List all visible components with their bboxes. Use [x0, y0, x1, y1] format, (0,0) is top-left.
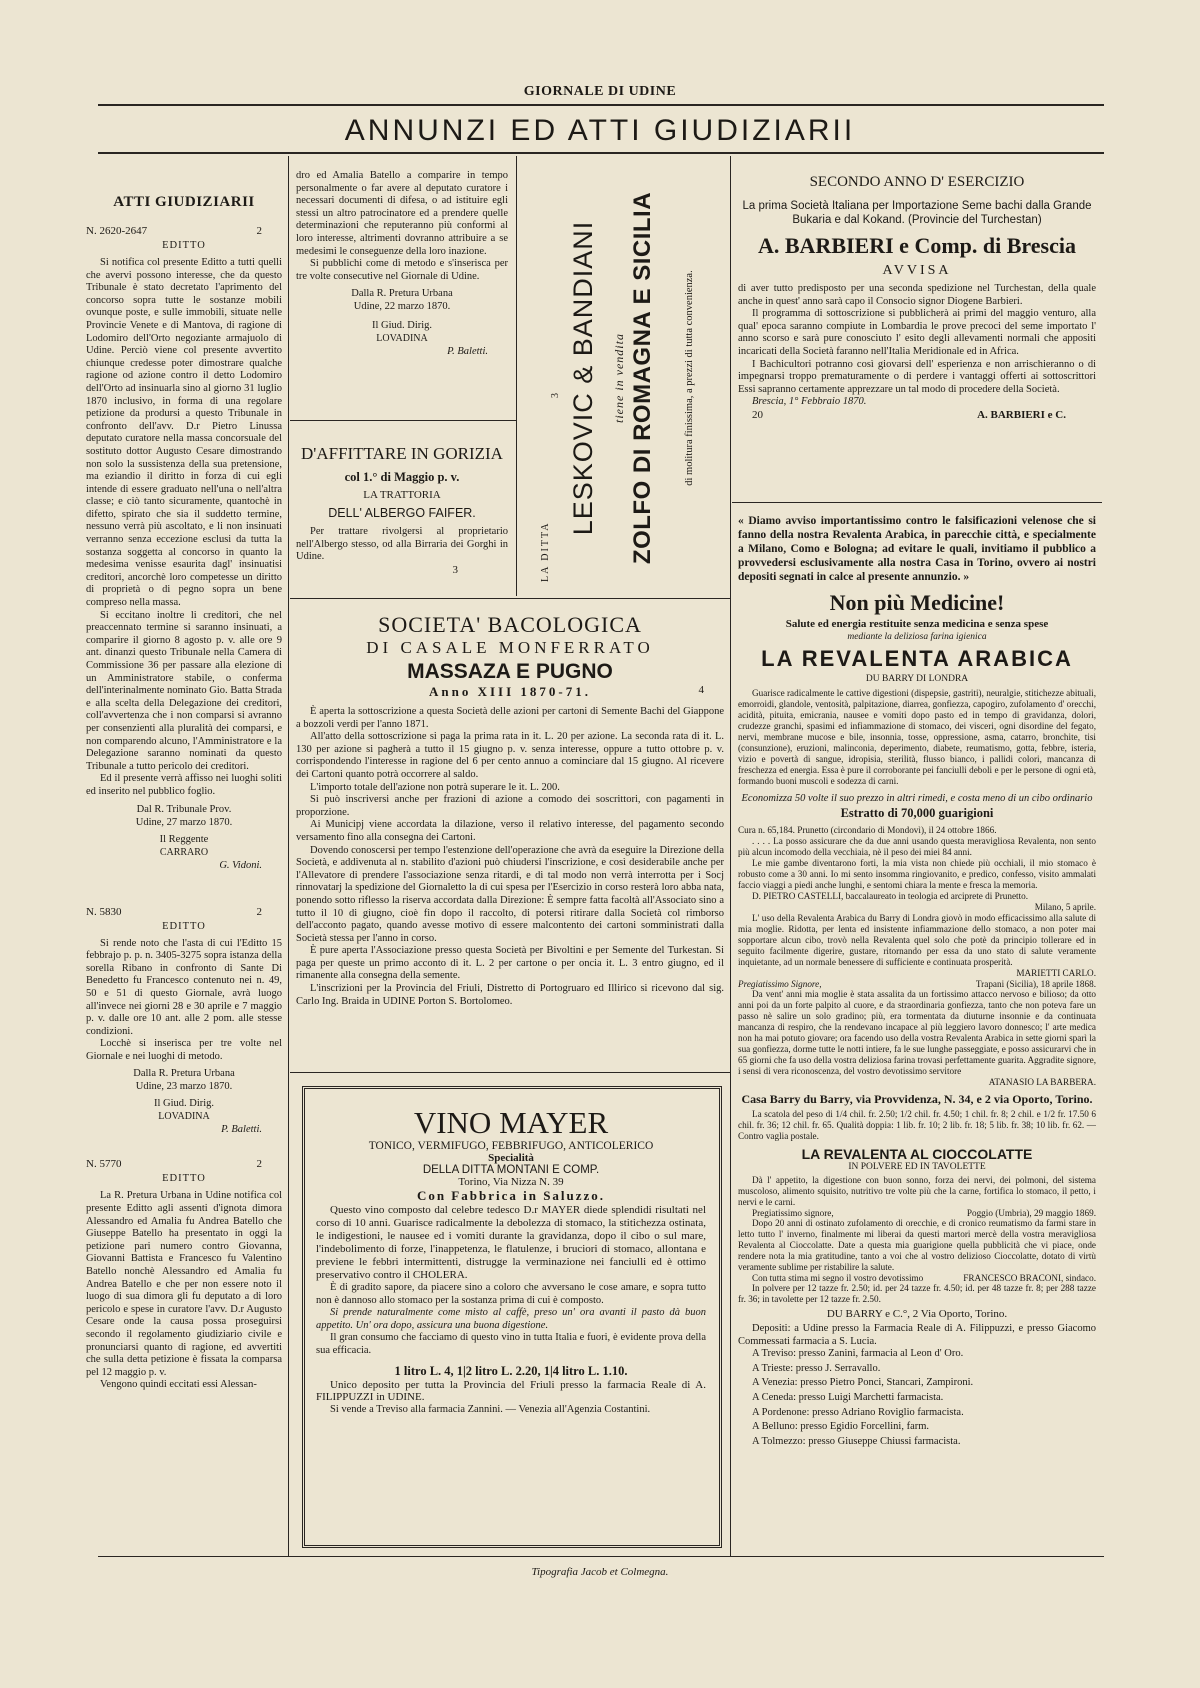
affitto-ad	[296, 444, 508, 594]
bacologica-year: Anno XIII 1870-71.	[429, 684, 591, 699]
affitto-subtitle: col 1.° di Maggio p. v.	[344, 470, 460, 484]
insertion-mark: 4	[698, 684, 704, 696]
vino-subtitle: TONICO, VERMIFUGO, FEBBRIFUGO, ANTICOLERICO	[368, 1140, 654, 1152]
insertion-mark: 3	[452, 563, 458, 576]
editto-label: EDITTO	[162, 1173, 206, 1185]
bacologica-text: L'importo totale dell'azione non potrà superare le it. L. 200.	[310, 781, 560, 793]
revalenta-prices: La scatola del peso di 1/4 chil. fr. 2.50; 1/2 chil. fr. 4.50; 1 chil. fr. 8; 2 chil. e 1/2 fr. 17.50 6 chil. fr. 36; 12 chil. fr. 65. Qualità doppia: 1 lib. fr. 10; 2 lib. fr. 18; 5 lib. fr. 38; 10 lib. fr. 62. — Contro vaglia postale.	[738, 1109, 1096, 1141]
barbieri-name: A. BARBIERI e Comp. di Brescia	[757, 233, 1076, 258]
insertion-mark: 2	[256, 905, 262, 918]
deposito-item: A Pordenone: presso Adriano Roviglio farmacista.	[752, 1406, 964, 1418]
sig-clerk: G. Vidoni.	[219, 859, 262, 871]
vino-deposito: Unico deposito per tutta la Provincia del Friuli presso la farmacia Reale di A. FILIPPUZZI in UDINE.	[316, 1378, 706, 1404]
bacologica-ad	[296, 612, 724, 1068]
revalenta-headline: Non più Medicine!	[829, 590, 1005, 615]
cura-signature: D. PIETRO CASTELLI, baccalaureato in teologia ed arciprete di Prunetto.	[752, 891, 1029, 901]
sig-place: Dal R. Tribunale Prov.	[136, 803, 232, 815]
cura-text: Le mie gambe diventarono forti, la mia vista non chiede più occhiali, il mio stomaco è robusto come a 30 anni. Io mi sento insomma ringiovanito, e predico, confesso, visito ammalati faccio viaggi a piedi anche lunghi, e sentomi chiara la mente e fresca la memoria.	[738, 858, 1096, 890]
tiene-label: tiene in vendita	[612, 333, 626, 423]
affitto-title: D'AFFITTARE IN GORIZIA	[301, 444, 503, 463]
section-rule	[732, 502, 1102, 503]
deposito-item: A Trieste: presso J. Serravallo.	[752, 1362, 881, 1374]
sig-clerk: P. Baletti.	[447, 346, 488, 358]
bacologica-text: All'atto della sottoscrizione si paga la prima rata in it. L. 20 per azione. La seconda rata di it. L. 130 per azione si pagherà a tutto il 15 giugno p. v. senza interesse, oppure a tutto ottobre p. v. corrispondendo l'interesse in ragione del 6 per cento annuo a cominciare dal 15 giugno. Al ricevere dei Cartoni quanto potrà occorrere al saldo.	[296, 731, 724, 780]
section-rule	[290, 420, 516, 421]
editto-label: EDITTO	[162, 920, 206, 932]
cura-heading: Cura n. 65,184. Prunetto (circondario di Mondovì), il 24 ottobre 1866.	[738, 825, 997, 835]
column-rule	[288, 156, 289, 1556]
notice-text: Si pubblichi come di metodo e s'inserisca per tre volte consecutive nel Giornale di Udine.	[296, 258, 508, 282]
notice-text: Ed il presente verrà affisso nei luoghi soliti ed inserito nel pubblico foglio.	[86, 773, 282, 797]
vino-text: Il gran consumo che facciamo di questo vino in tutta Italia e fuori, è evidente prova della sua efficacia.	[316, 1332, 706, 1356]
vino-fabbrica: Con Fabbrica in Saluzzo.	[416, 1188, 606, 1203]
cura-signature: FRANCESCO BRACONI, sindaco.	[963, 1273, 1096, 1283]
sig-date: Udine, 27 marzo 1870.	[135, 816, 233, 828]
barbieri-text: Il programma di sottoscrizione si pubblicherà ai primi del maggio venturo, alla qual' epoca saranno compiute in Lombardia le prove precoci del seme importato l' anno scorso e sarà pure conosciuto l' esito degli allevamenti normali che appositi incaricati della Società faranno nell'Italia Meridionale ed in Africa.	[738, 308, 1096, 357]
notice-text: Si notifica col presente Editto a tutti quelli che avervi possono interesse, che da questo Tribunale è stato decretato l'aprimento del concorso sopra tutte le sostanze mobili ovunque poste, e sulle immobili, situate nelle Provincie Venete e di Mantova, di ragione di Lodomiro dell'Orto negoziante armajuolo di Udine. Perciò viene col presente avvertito chiunque credesse poter dimostrare qualche ragione od azione contro il detto Lodomiro dell'Orto ad insinuarla sino al giorno 31 luglio 1870 inclusivo, in forma di una regolare petizione da prodursi a questo Tribunale in confronto dell'avv. D.r Pietro Linussa deputato curatore nella massa concorsuale del sostituto dottor Augusto Cesare dimostrando non solo la sussistenza della sua pretensione, ma eziandio il diritto in forza di cui egli intende di essere graduato nell'una o nell'altra classe; e ciò tanto sicuramente, quantochè in difetto, spirato che sia il suddetto termine, nessuno verrà più ascoltato, e li non insinuati verranno senza eccezione esclusi da tutta la sostanza soggetta al concorso in quanto la medesima venisse esaurita dagl' insinuatisi creditori, ancorchè loro competesse un diritto di proprietà o di pegno sopra un bene compreso nella massa.	[86, 257, 282, 609]
depositi-text: Depositi: a Udine presso la Farmacia Reale di A. Filippuzzi, e presso Giacomo Commessati farmacia a S. Lucia.	[738, 1323, 1096, 1347]
cioccolatte-title: LA REVALENTA AL CIOCCOLATTE	[801, 1146, 1033, 1162]
bacologica-text: Si può inscriversi anche per frazioni di azione a comodo dei soscrittori, con pagamenti in proporzione.	[296, 794, 724, 818]
sig-place: Dalla R. Pretura Urbana	[133, 1068, 235, 1080]
cura-text: Da vent' anni mia moglie è stata assalita da un fortissimo attacco nervoso e bilioso; da otto anni poi da un forte palpito al cuore, e da straordinaria gonfiezza, tanto che non poteva fare un passo nè salire un solo gradino; più, era tormentata da diuturne insonnie e da continuata mancanza di respiro, che la rendevano incapace al più leggiero lavoro donnesco; l' arte medica non ha mai potuto giovare; ora facendo uso della vostra Revalenta Arabica in sette giorni sparì la sua gonfiezza, dorme tutte le notti intiere, fa le sue lunghe passeggiate, e posso assicurarvi che in 65 giorni che fa uso della vostra deliziosa farina trovasi perfettamente guarita. Aggradite signore, i sensi di vera riconoscenza, del vostro devotissimo servitore	[738, 989, 1096, 1076]
revalenta-guarisce: Guarisce radicalmente le cattive digestioni (dispepsie, gastriti), neuralgie, stitichezze abituali, emorroidi, glandole, ventosità, palpitazione, diarrea, gonfiezza, capogiro, zufolamento d' orecchi, acidità, pituita, emicrania, nausee e vomiti dopo pasto ed in tempo di gravidanza, dolori, crudezze granchi, spasimi ed infiammazione di stomaco, dei visceri, ogni disordine del fegato, nervi, membrane mucose e bile, insonnia, tosse, oppressione, asma, catarro, bronchite, tisi (consunzione), eruzioni, malinconia, deperimento, diabete, reumatismo, gotta, febbre, isteria, vizio e povertà di sangue, idropisia, sterilità, flusso bianco, i pallidi colori, mancanza di freschezza ed energia. Essa è pure il corroborante pei fanciulli deboli e per le persone di ogni età, formando buoni muscoli e sodezza di carni.	[738, 688, 1096, 786]
notice-number: N. 2620-2647	[86, 225, 148, 237]
cura-signature: MARIETTI CARLO.	[1016, 968, 1096, 978]
bacologica-subtitle: DI CASALE MONFERRATO	[366, 638, 654, 657]
bacologica-text: L'inscrizioni per la Provincia del Friuli, Distretto di Portogruaro ed Illirico si ricevono dal sig. Carlo Ing. Braida in UDINE Porton S. Bortolomeo.	[296, 983, 724, 1007]
page-title: ANNUNZI ED ATTI GIUDIZIARII	[344, 114, 856, 147]
dubarry-address: DU BARRY e C.°, 2 Via Oporto, Torino.	[826, 1308, 1008, 1320]
notice-text: La R. Pretura Urbana in Udine notifica col presente Editto agli assenti d'ignota dimora Alessandro ed Amalia fu Andrea Batello che Giuseppe Batello ha presentato in oggi la petizione pari numero contro Giovanna, Giovanni Battista e Francesco fu Valentino Batello nonchè Alessandro ed Amalia fu Andrea Batello e che per non essere noto il luogo di sua dimora gli fu deputato a di loro pericolo e spese in curatore l'avv. D.r Augusto Cesare onde la causa possa proseguirsi secondo il regolamento giudiziario civile e pronunciarsi quanto di ragione, ed avvertiti che sulla detta petizione è fissata la comparsa pel 12 maggio p. v.	[86, 1190, 282, 1378]
revalenta-dubarry: DU BARRY DI LONDRA	[865, 674, 969, 684]
top-rule	[98, 104, 1104, 106]
affitto-label: LA TRATTORIA	[363, 489, 441, 501]
vino-mayer-ad	[316, 1106, 706, 1536]
section-rule	[290, 1072, 730, 1073]
leskovic-name: LESKOVIC & BANDIANI	[568, 220, 598, 536]
cioccolatte-text: Dà l' appetito, la digestione con buon sonno, forza dei nervi, dei polmoni, del sistema muscoloso, alimento squisito, nutritivo tre volte più che la carne, fortifica lo stomaco, il petto, i nervi e le carni.	[738, 1175, 1096, 1207]
bottom-rule	[98, 1556, 1104, 1557]
revalenta-economizza: Economizza 50 volte il suo prezzo in altri rimedi, e costa meno di un cibo ordinario	[741, 793, 1093, 804]
bacologica-text: È pure aperta l'Associazione presso questa Società per Bivoltini e per Semente del Turkestan. Si paga per queste un primo acconto di it. L. 2 per cartone o per oncia it. L. 3 entro giugno, ed il rimanente alla consegna della semente.	[296, 945, 724, 982]
sig-date: Udine, 23 marzo 1870.	[135, 1081, 233, 1093]
sig-place: Dalla R. Pretura Urbana	[351, 288, 453, 300]
vino-title: VINO MAYER	[413, 1106, 609, 1140]
barbieri-year: SECONDO ANNO D' ESERCIZIO	[809, 174, 1025, 190]
printer-credit: Tipografia Jacob et Colmegna.	[531, 1566, 669, 1578]
deposito-item: A Tolmezzo: presso Giuseppe Chiussi farmacista.	[752, 1435, 961, 1447]
section-heading: ATTI GIUDIZIARII	[113, 194, 255, 210]
revalenta-title: LA REVALENTA ARABICA	[761, 646, 1073, 671]
cura-place: Trapani (Sicilia), 18 aprile 1868.	[975, 979, 1096, 989]
barbieri-intro: La prima Società Italiana per Importazione Seme bachi dalla Grande Bukaria e dal Kokand. (Provincie del Turchestan)	[742, 200, 1092, 226]
bacologica-text: Dovendo conoscersi per tempo l'estenzione dell'operazione che avrà da eseguire la Direzione della Società, e addivenuta al n. stabilito d'azioni può chiudersi l'inscrizione, e così desiderabile anche per l'Allevatore di prendere l'associazione senza ritardi, e di tal modo non verrà interrotta per i Socj rinnovatarj la spedizione del Giornaletto la di cui spesa per l'Esercizio in corso resterà loro abba nata, ponendo sotto riflesso la riserva accordata dalla Direzione: È sempre fatta facoltà all'Associato sino a tutto il 10 di giugno, cioè fin dopo il raccolto, di potersi ritirare dalla Società col rimborso dell'acconto pagato, quando avesse motivo di essere malcontento dei cartoni somministrati dalla Società stessa per l'anno in corso.	[296, 844, 724, 944]
barbieri-date: Brescia, 1° Febbraio 1870.	[752, 396, 867, 408]
vino-text: Si prende naturalmente come misto al caffè, preso un' ora avanti il pasto dà buon appetito. Un' ora dopo, assicura una buona digestione.	[316, 1307, 706, 1331]
sig-name: LOVADINA	[376, 333, 428, 345]
casa-barry: Casa Barry du Barry, via Provvidenza, N. 34, e 2 via Oporto, Torino.	[741, 1092, 1093, 1106]
bacologica-text: È aperta la sottoscrizione a questa Società delle azioni per cartoni di Semente Bachi del Giappone a bozzoli verdi per l'anno 1871.	[296, 706, 724, 730]
masthead: GIORNALE DI UDINE	[523, 84, 677, 99]
zolfo-caption: di molitura finissima, a prezzi di tutta convenienza.	[684, 270, 695, 486]
cura-signature: ATANASIO LA BARBERA.	[988, 1077, 1096, 1087]
vino-ditta: DELLA DITTA MONTANI E COMP.	[422, 1164, 600, 1176]
insertion-mark: 3	[550, 393, 561, 398]
cura-text: . . . . La posso assicurare che da due anni usando questa meravigliosa Revalenta, non sento più alcun incomodo della vecchiaia, nè il peso dei miei 84 anni.	[738, 836, 1096, 857]
sig-name: CARRARO	[159, 846, 209, 858]
vino-prices: 1 litro L. 4, 1|2 litro L. 2.20, 1|4 litro L. 1.10.	[394, 1363, 628, 1378]
barbieri-avvisa: AVVISA	[882, 263, 952, 278]
cura-place: Milano, 5 aprile.	[1034, 902, 1096, 912]
vino-text: Questo vino composto dal celebre tedesco D.r MAYER diede splendidi risultati nel corso di 10 anni. Guarisce radicalmente la debolezza di stomaco, la stitichezza ostinata, le indigestioni, le nausee ed i vomiti durante la gravidanza, dopo il cibo o sul mare, l'indebolimento di forze, l'inappetenza, le flatulenze, i bruciori di stomaco, allontana e previene le febbri intermittenti, distrugge la verminazione nei fanciulli ed è ottimo preservativo contro il CHOLERA.	[316, 1204, 706, 1281]
revalenta-estratto: Estratto di 70,000 guarigioni	[840, 806, 994, 820]
barbieri-text: di aver tutto predisposto per una seconda spedizione nel Turchestan, della quale anche in quest' anno sarà capo il Consocio signor Diogene Barbieri.	[738, 283, 1096, 307]
vino-address: Torino, Via Nizza N. 39	[458, 1176, 564, 1188]
affitto-name: DELL' ALBERGO FAIFER.	[328, 506, 476, 520]
sig-name: LOVADINA	[158, 1111, 210, 1123]
sig-date: Udine, 22 marzo 1870.	[353, 301, 451, 313]
barbieri-ad	[738, 174, 1096, 500]
column-rule	[730, 156, 731, 1556]
vino-treviso: Si vende a Treviso alla farmacia Zannini. — Venezia all'Agenzia Costantini.	[330, 1403, 651, 1415]
barbieri-sign: A. BARBIERI e C.	[977, 408, 1066, 421]
notice-text: Si eccitano inoltre li creditori, che nel preaccennato termine si saranno insinuati, a comparire il giorno 8 agosto p. v. alle ore 9 ant. dinanzi questo Tribunale nella Camera di Commissione 36 per passare alla elezione di un Amministratore stabile, o conferma dell'interinalmente nominato Gio. Batta Strada e alla scelta della Delegazione dei creditori, coll'avvertenza che i non comparsi si avranno per consenzienti alla pluralità dei comparsi, e non comparendo alcuno, l'Amministratore e la Delegazione saranno nominati da questo Tribunale a tutto pericolo dei creditori.	[86, 609, 282, 772]
la-ditta-label: LA DITTA	[540, 521, 551, 582]
cioccolatte-prices: In polvere per 12 tazze fr. 2.50; id. per 24 tazze fr. 4.50; id. per 48 tazze fr. 8; per 288 tazze fr. 36; in tavolette per 12 tazze fr. 2.50.	[738, 1283, 1096, 1304]
notice-text: Si rende noto che l'asta di cui l'Editto 15 febbrajo p. p. n. 3405-3275 sopra istanza della sorella Ribano in confronto di Sante Di Benedetto fu Francesco contenuto nei n. 49, 50 e 51 di questo Giornale, avrà luogo all'invece nei giorni 28 e 30 aprile e 7 maggio p. v. dalle ore 10 ant. alle 2 pom. alle stesse condizioni.	[86, 937, 282, 1037]
deposito-item: A Belluno: presso Egidio Forcellini, farm.	[752, 1421, 930, 1433]
bacologica-name: MASSAZA E PUGNO	[407, 660, 613, 683]
title-rule	[98, 152, 1104, 154]
cura-salutation: Pregiatissimo signore,	[752, 1208, 834, 1218]
deposito-item: A Ceneda: presso Luigi Marchetti farmacista.	[752, 1391, 944, 1403]
notice-text: dro ed Amalia Batello a comparire in tempo personalmente o far avere al deputato curatore i necessari documenti di difesa, o ad istituire egli stessi un altro patrocinatore ed a prendere quelle determinazioni che reputeranno più conformi al loro interesse, altrimenti dovranno attribuire a se medesimi le conseguenze della loro inazione.	[296, 170, 508, 257]
barbieri-text: I Bachicultori potranno così giovarsi dell' esperienza e non arrischieranno o di impegnarsi troppo prematuramente o di perdere i vantaggi offerti ai sottoscrittori Essi sapranno certamente apprezzare un tal modo di procedere della Società.	[738, 358, 1096, 395]
sig-title: Il Reggente	[159, 833, 209, 845]
cioccolatte-subtitle: IN POLVERE ED IN TAVOLETTE	[848, 1162, 986, 1172]
revalenta-avviso: « Diamo avviso importantissimo contro le falsificazioni velenose che si fanno della nostra Revalenta Arabica, in parecchie città, e specialmente a Milano, Como e Bologna; ad evitare le quali, invitiamo il pubblico a provvedersi esclusivamente alla nostra Casa in Torino, ovvero ai nostri depositi segnati in calce al presente annunzio. »	[738, 515, 1096, 583]
editto-continuation	[296, 170, 508, 416]
revalenta-salute: Salute ed energia restituite senza medicina e senza spese	[785, 618, 1049, 630]
notice-number: N. 5770	[86, 1158, 122, 1171]
cura-place: Poggio (Umbria), 29 maggio 1869.	[966, 1208, 1096, 1218]
insertion-mark: 2	[256, 1158, 262, 1171]
editto-label: EDITTO	[162, 240, 206, 251]
atti-giudiziarii-column	[86, 184, 282, 1554]
insertion-mark: 2	[256, 225, 262, 237]
sig-title: Il Giud. Dirig.	[153, 1098, 215, 1110]
column-rule	[516, 156, 517, 596]
sig-title: Il Giud. Dirig.	[371, 320, 433, 332]
cioccolatte-closing: Con tutta stima mi segno il vostro devotissimo	[752, 1273, 924, 1283]
notice-text: Locchè si inserisca per tre volte nel Giornale e nei luoghi di metodo.	[86, 1038, 282, 1062]
section-rule	[290, 598, 730, 599]
vino-specialita: Specialità	[488, 1152, 534, 1164]
revalenta-mediante: mediante la deliziosa farina igienica	[847, 632, 987, 642]
deposito-item: A Treviso: presso Zanini, farmacia al Leon d' Oro.	[752, 1348, 964, 1360]
cura-salutation: Pregiatissimo Signore,	[738, 979, 822, 989]
insertion-mark: 20	[752, 408, 763, 421]
notice-number: N. 5830	[86, 905, 122, 918]
bacologica-title: SOCIETA' BACOLOGICA	[378, 612, 642, 637]
vino-text: È di gradito sapore, da piacere sino a coloro che avversano le cose amare, e sopra tutto non è dannoso allo stomaco per la sostanza prima di cui è composto.	[316, 1282, 706, 1306]
depositi-list	[738, 1348, 1096, 1448]
deposito-item: A Venezia: presso Pietro Ponci, Stancari, Zampironi.	[752, 1377, 974, 1389]
revalenta-ad	[738, 514, 1096, 1554]
zolfo-title: ZOLFO DI ROMAGNA E SICILIA	[629, 191, 656, 565]
cioccolatte-text: Dopo 20 anni di ostinato zufolamento di orecchie, e di cronico reumatismo da farmi stare in letto tutto l' inverno, finalmente mi liberai da questi martori mercè della vostra meravigliosa Revalenta al Cioccolatte. Date a questa mia guarigione quella pubblicità che vi piace, onde rendere nota la mia gratitudine, tanto a voi che al vostro delizioso Cioccolatte, dotato di virtù veramente sublime per ristabilire la salute.	[738, 1218, 1096, 1272]
cura-text: L' uso della Revalenta Arabica du Barry di Londra giovò in modo efficacissimo alla salute di mia moglie. Ridotta, per lenta ed insistente infiammazione dello stomaco, a non poter mai sopportare alcun cibo, trovò nella Revalenta quel solo che potè da principio tollerare ed in seguito facilmente digerire, gustare, ritornando per essa da uno stato di salute veramente inquietante, ad un normale benessere di sufficiente e continuata prosperità.	[738, 913, 1096, 967]
bacologica-text: Ai Municipj viene accordata la dilazione, verso il relativo interesse, del pagamento secondo versamento fino alla consegna dei Cartoni.	[296, 819, 724, 843]
notice-text: Vengono quindi eccitati essi Alessan-	[100, 1379, 257, 1391]
sig-clerk: P. Baletti.	[221, 1124, 262, 1136]
affitto-text: Per trattare rivolgersi al proprietario nell'Albergo stesso, od alla Birraria dei Gorghi in Udine.	[296, 526, 508, 563]
